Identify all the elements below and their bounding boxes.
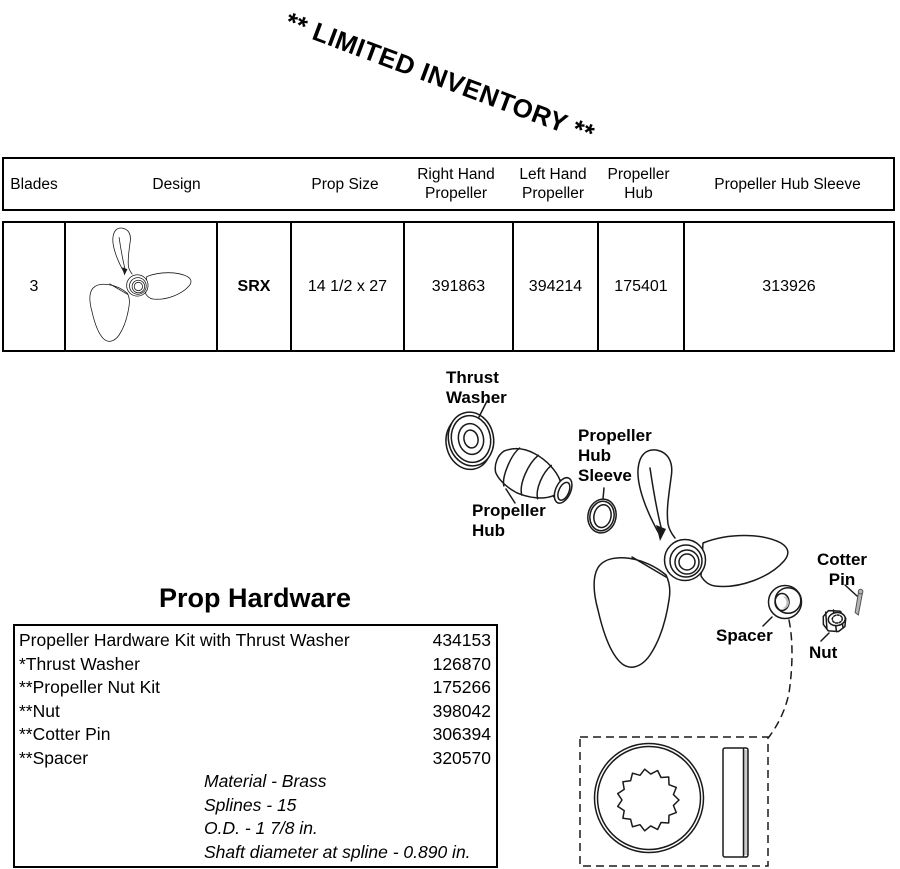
sleeve-side-view-drawing (723, 748, 748, 857)
prop-hardware-list (13, 624, 498, 868)
spacer-drawing (769, 586, 802, 619)
header-prop-size: Prop Size (311, 175, 379, 193)
hardware-item-label: *Thrust Washer (19, 653, 140, 674)
hardware-item-label: **Cotter Pin (19, 724, 111, 745)
header-left-hand: Left Hand Propeller (519, 166, 587, 202)
label-propeller-hub: Propeller Hub (472, 501, 546, 540)
hardware-item-number: 306394 (432, 724, 491, 745)
nut-drawing (822, 608, 848, 633)
cell-right-hand: 391863 (405, 223, 514, 350)
hub-cross-section-drawing (595, 744, 704, 853)
hub-sleeve-drawing (585, 496, 619, 535)
cotter-pin-drawing (855, 589, 863, 615)
cell-design-code: SRX (218, 223, 292, 350)
parts-table-row (2, 221, 895, 352)
prop-hardware-title: Prop Hardware (158, 583, 352, 613)
hardware-spec: Shaft diameter at spline - 0.890 in. (204, 841, 471, 862)
hardware-item (15, 747, 496, 769)
cell-left-hand: 394214 (514, 223, 599, 350)
hardware-spec: Material - Brass (204, 771, 327, 792)
hardware-item-label: **Propeller Nut Kit (19, 677, 161, 698)
cell-hub: 175401 (599, 223, 685, 350)
header-hub-sleeve: Propeller Hub Sleeve (714, 175, 861, 193)
hub-spline-detail-box (580, 737, 768, 866)
hardware-item (15, 723, 496, 745)
hardware-item-number: 434153 (432, 630, 491, 651)
label-thrust-washer: Thrust Washer (446, 368, 507, 407)
label-hub-sleeve: Propeller Hub Sleeve (578, 426, 652, 485)
label-spacer: Spacer (716, 626, 773, 645)
hardware-item (15, 653, 496, 675)
hardware-item-number: 126870 (432, 653, 491, 674)
cell-hub-sleeve: 313926 (762, 277, 816, 295)
hardware-item-number: 175266 (432, 677, 491, 698)
cell-design-illustration (66, 223, 218, 350)
hardware-item-number: 320570 (432, 747, 491, 768)
hardware-item (15, 700, 496, 722)
parts-table-header (2, 157, 895, 211)
header-hub: Propeller Hub (607, 166, 670, 202)
hardware-item-label: **Nut (19, 700, 60, 721)
hardware-item (15, 629, 496, 651)
hardware-item-label: Propeller Hardware Kit with Thrust Washer (19, 630, 350, 651)
header-blades: Blades (10, 175, 58, 193)
propeller-thumbnail-drawing (72, 226, 210, 347)
limited-inventory-banner: ** LIMITED INVENTORY ** (281, 6, 599, 149)
hardware-item (15, 676, 496, 698)
label-cotter-pin: Cotter Pin (816, 550, 868, 589)
hardware-item-label: **Spacer (19, 747, 89, 768)
hardware-spec: O.D. - 1 7/8 in. (204, 818, 318, 839)
cell-blades: 3 (4, 223, 66, 350)
header-right-hand: Right Hand Propeller (417, 166, 495, 202)
header-design: Design (152, 175, 201, 193)
hardware-item-number: 398042 (432, 700, 491, 721)
hardware-spec: Splines - 15 (204, 794, 297, 815)
label-nut: Nut (809, 643, 838, 662)
cell-prop-size: 14 1/2 x 27 (292, 223, 405, 350)
thrust-washer-drawing (440, 408, 499, 474)
